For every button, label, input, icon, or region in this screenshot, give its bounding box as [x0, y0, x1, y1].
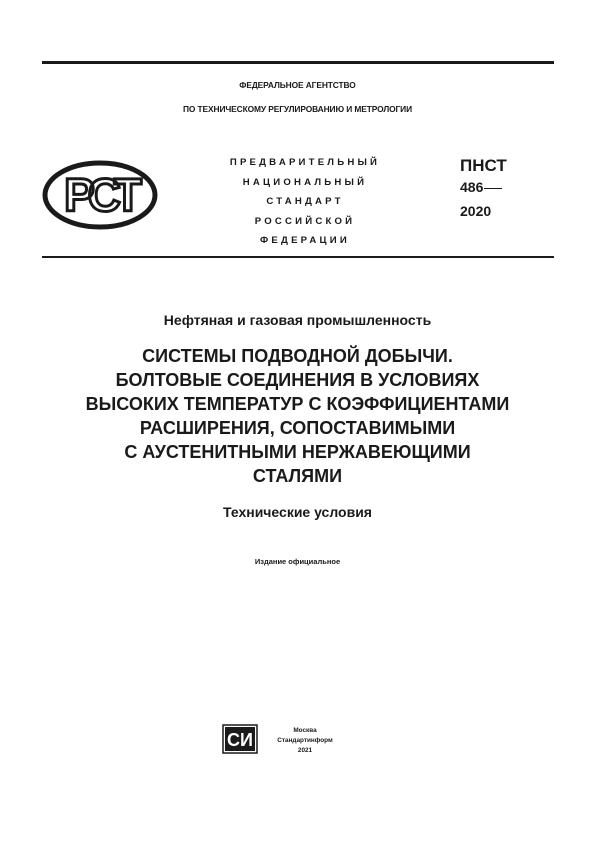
agency-name-line1: ФЕДЕРАЛЬНОЕ АГЕНТСТВО: [239, 80, 356, 90]
title-line: БОЛТОВЫЕ СОЕДИНЕНИЯ В УСЛОВИЯХ: [115, 370, 480, 390]
svg-text:СИ: СИ: [227, 730, 253, 750]
header-divider: [42, 256, 554, 258]
standard-type-line: РОССИЙСКОЙ: [254, 215, 356, 227]
standard-type-line: ПРЕДВАРИТЕЛЬНЫЙ: [229, 157, 381, 168]
title-line: С АУСТЕНИТНЫМИ НЕРЖАВЕЮЩИМИ: [124, 442, 471, 462]
publisher-year: 2021: [297, 747, 313, 754]
svg-text:РСТ: РСТ: [64, 169, 136, 221]
publisher-city: Москва: [293, 727, 317, 734]
standard-type-line: НАЦИОНАЛЬНЫЙ: [242, 176, 368, 188]
designation-number: 486: [460, 179, 484, 195]
title-line: РАСШИРЕНИЯ, СОПОСТАВИМЫМИ: [139, 418, 456, 438]
designation-abbr: ПНСТ: [460, 156, 507, 175]
standard-type-line: ФЕДЕРАЦИИ: [260, 235, 350, 246]
standard-designation: [460, 155, 507, 221]
designation-number-row: [460, 177, 507, 197]
document-title: [0, 344, 595, 488]
publisher-name: Стандартинформ: [277, 737, 333, 744]
designation-year: 2020: [460, 203, 492, 219]
standard-type-block: [200, 153, 410, 251]
agency-name-line2: ПО ТЕХНИЧЕСКОМУ РЕГУЛИРОВАНИЮ И МЕТРОЛОГИИ: [182, 104, 413, 114]
title-line: СТАЛЯМИ: [252, 466, 343, 486]
industry-heading: Нефтяная и газовая промышленность: [163, 312, 432, 328]
edition-note: Издание официальное: [254, 557, 341, 566]
designation-dash: [484, 188, 502, 190]
publisher-block: [260, 726, 350, 756]
top-divider: [42, 61, 554, 64]
document-subtitle: Технические условия: [223, 504, 372, 520]
rst-logo-icon: [42, 160, 158, 230]
title-line: ВЫСОКИХ ТЕМПЕРАТУР С КОЭФФИЦИЕНТАМИ: [85, 394, 510, 414]
title-line: СИСТЕМЫ ПОДВОДНОЙ ДОБЫЧИ.: [142, 346, 453, 366]
standartinform-logo-icon: [222, 724, 258, 754]
standard-type-line: СТАНДАРТ: [266, 196, 344, 207]
